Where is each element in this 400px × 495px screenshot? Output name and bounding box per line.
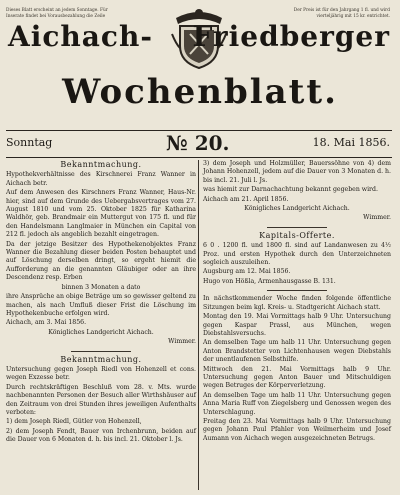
header-note-right: Der Preis ist für den Jahrgang 1 fl. und wird vierteljährig mit 15 kr. entrichtet. — [293, 8, 390, 19]
paragraph: An demselben Tage um halb 11 Uhr. Untersuchung gegen Anton Brandstetter von Lichtenhausen wegen Diebstahls der unentlaufenen Selbsthilfe. — [203, 339, 391, 364]
paragraph: Durch rechtskräftigen Beschluß vom 28. v. Mts. wurde nachbenannten Personen der Besuch aller Wirthshäuser auf den Zeitraum von drei Stunden ihres jeweiligen Aufenthalts verboten: — [6, 383, 196, 416]
paragraph: Montag den 19. Mai Vormittags halb 9 Uhr. Untersuchung gegen Kaspar Prassl, aus München, wegen Diebstahlsversuchs. — [203, 313, 391, 337]
notice-heading: Kapitals-Offerte. — [259, 230, 335, 240]
notice-heading: Bekanntmachung. — [60, 354, 142, 364]
paragraph: In nächstkommender Woche finden folgende öffentliche Sitzungen beim kgl. Kreis- u. Stadtgericht Aichach statt. — [203, 295, 391, 311]
paragraph: binnen 3 Monaten a dato — [61, 283, 141, 291]
paragraph: Aichach am 21. April 1856. — [203, 195, 289, 203]
paragraph: Augsburg am 12. Mai 1856. — [203, 268, 291, 276]
paragraph: Aichach, am 3. Mai 1856. — [6, 319, 87, 327]
paragraph: An demselben Tage um halb 11 Uhr. Untersuchung gegen Anna Maria Ruff von Ziegelsberg und Genossen wegen des Unterschlagung. — [203, 391, 391, 416]
section-rule — [71, 351, 131, 352]
issue-date: 18. Mai 1856. — [312, 136, 390, 149]
paragraph: Hypothekverhältnisse des Kirschnerei Franz Wanner in Aichach betr. — [6, 171, 196, 187]
issue-number: № 20. — [166, 131, 230, 155]
paragraph: Untersuchung gegen Joseph Riedl von Hohenzell et cons. wegen Exzesse betr. — [6, 365, 196, 382]
paragraph: 6 0 . 1200 fl. und 1800 fl. sind auf Landanwesen zu 4½ Proz. und ersten Hypothek durch den Unterzeichneten sogleich auszuleihen. — [203, 242, 391, 267]
paragraph: Auf dem Anwesen des Kirschners Franz Wanner, Haus-Nr. hier, sind auf dem Grunde des Uebergabsvertrages vom 27. August 1810 und vom 25. Oktober 1825 für Katharina Waldhör, geb. Brandmair ein Muttergut von 175 fl. und für den Handelsmann Langlmaier in München ein Capital von 212 fl. jedoch als angeblich bezahlt eingetragen. — [6, 189, 196, 239]
section-rule — [267, 290, 327, 291]
signature: Wimmer. — [168, 338, 196, 346]
paragraph: Hugo von Hößla, Armenhausgasse B. 131. — [203, 277, 336, 285]
paragraph: 1) dem Joseph Riedl, Gütler von Hohenzell, — [6, 418, 142, 426]
paragraph: ihre Ansprüche an obige Beträge um so gewisser geltend zu machen, als nach Umfluß dieser Frist die Löschung im Hypothekenbuche erfolgen wird. — [6, 293, 196, 317]
paragraph: was hiemit zur Darnachachtung bekannt gegeben wird. — [203, 186, 378, 194]
masthead-aichach: Aichach- — [8, 20, 153, 53]
column-divider — [198, 160, 199, 490]
left-column — [6, 160, 196, 446]
right-column — [203, 160, 391, 444]
paragraph: 3) dem Joseph und Holzmüller, Bauerssöhne von 4) dem Johann Hohenzell, jedem auf die Dauer von 3 Monaten d. h. bis incl. 21. Juli l. Js. — [203, 160, 391, 184]
paragraph: Freitag den 23. Mai Vormittags halb 9 Uhr. Untersuchung gegen Johann Paul Pfahler von Weilmerheim und Josef Aumann von Aichach wegen ausgezeichneten Betrugs. — [203, 417, 391, 442]
dateline — [6, 130, 392, 158]
masthead-wochenblatt: Wochenblatt. — [62, 72, 338, 112]
paragraph: Königliches Landgericht Aichach. — [48, 328, 154, 336]
header-note-left: Dieses Blatt erscheint an jedem Sonntage. Für Inserate findet bei Vorausbezahlung die Zeile — [6, 8, 108, 19]
issue-day: Sonntag — [6, 136, 53, 149]
paragraph: Da der jetzige Besitzer des Hypothekenobjektes Franz Wanner die Bezahlung dieser beiden Posten behauptet und auf Löschung derselben dringt, so ergeht hiemit die Aufforderung an die genannten Gläubiger oder an ihre Descendenz resp. Erben — [6, 240, 196, 282]
masthead-friedberger: Friedberger — [192, 20, 390, 53]
paragraph: 2) dem Joseph Fendt, Bauer von Irchenbrunn, beiden auf die Dauer von 6 Monaten d. h. bis incl. 21. Oktober l. Js. — [6, 427, 196, 444]
signature: Wimmer. — [363, 214, 391, 222]
section-rule — [267, 227, 327, 228]
paragraph: Königliches Landgericht Aichach. — [244, 205, 350, 213]
paragraph: Mittwoch den 21. Mai Vormittags halb 9 Uhr. Untersuchung gegen Anton Bauer und Mitschuldigen wegen Betruges der Körperverletzung. — [203, 365, 391, 390]
notice-heading: Bekanntmachung. — [60, 160, 142, 169]
